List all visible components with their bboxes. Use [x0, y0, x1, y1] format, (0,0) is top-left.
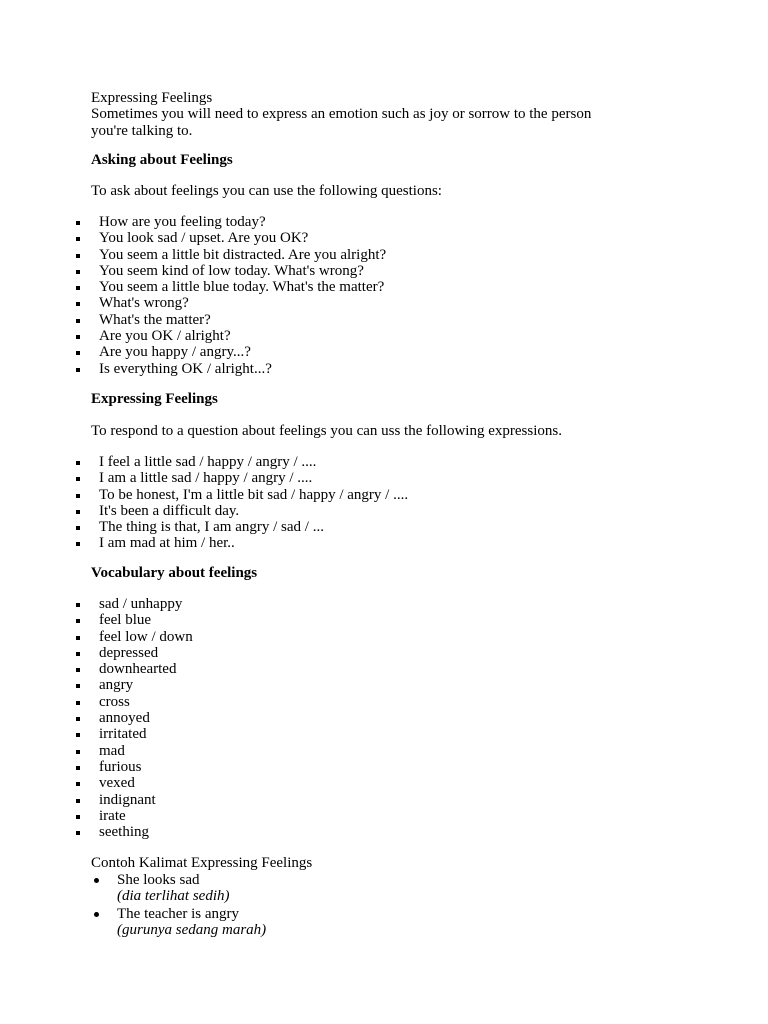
example-item — [0, 906, 266, 939]
list-item: What's wrong? — [0, 295, 386, 311]
list-item: Is everything OK / alright...? — [0, 361, 386, 377]
list-item: What's the matter? — [0, 312, 386, 328]
list-item: You look sad / upset. Are you OK? — [0, 230, 386, 246]
list-item: The thing is that, I am angry / sad / ... — [0, 519, 408, 535]
list-item: indignant — [0, 792, 193, 808]
asking-lead: To ask about feelings you can use the following questions: — [91, 183, 442, 199]
list-item: depressed — [0, 645, 193, 661]
expressing-heading: Expressing Feelings — [91, 391, 218, 407]
expressing-lead: To respond to a question about feelings you can uss the following expressions. — [91, 423, 562, 439]
asking-heading: Asking about Feelings — [91, 152, 233, 168]
contoh-list — [0, 872, 266, 939]
list-item: You seem a little blue today. What's the matter? — [0, 279, 386, 295]
list-item: seething — [0, 824, 193, 840]
example-translation: (dia terlihat sedih) — [117, 888, 230, 905]
list-item: feel blue — [0, 612, 193, 628]
intro-line-2: you're talking to. — [91, 122, 193, 139]
list-item: To be honest, I'm a little bit sad / happy / angry / .... — [0, 487, 408, 503]
vocabulary-list — [0, 596, 193, 840]
list-item: You seem a little bit distracted. Are you alright? — [0, 247, 386, 263]
list-item: I feel a little sad / happy / angry / .... — [0, 454, 408, 470]
list-item: I am mad at him / her.. — [0, 535, 408, 551]
list-item: You seem kind of low today. What's wrong? — [0, 263, 386, 279]
intro — [91, 90, 691, 139]
document-title: Expressing Feelings — [91, 90, 213, 106]
contoh-title: Contoh Kalimat Expressing Feelings — [91, 855, 313, 871]
example-item — [0, 872, 266, 905]
list-item: mad — [0, 743, 193, 759]
expressing-list — [0, 454, 408, 552]
list-item: irate — [0, 808, 193, 824]
list-item: Are you happy / angry...? — [0, 344, 386, 360]
list-item: How are you feeling today? — [0, 214, 386, 230]
list-item: It's been a difficult day. — [0, 503, 408, 519]
example-sentence: She looks sad — [117, 872, 200, 888]
list-item: irritated — [0, 726, 193, 742]
list-item: I am a little sad / happy / angry / .... — [0, 470, 408, 486]
example-sentence: The teacher is angry — [117, 905, 240, 922]
list-item: vexed — [0, 775, 193, 791]
example-translation: (gurunya sedang marah) — [117, 921, 267, 938]
list-item: sad / unhappy — [0, 596, 193, 612]
list-item: annoyed — [0, 710, 193, 726]
list-item: downhearted — [0, 661, 193, 677]
list-item: angry — [0, 677, 193, 693]
intro-line-1: Sometimes you will need to express an emotion such as joy or sorrow to the person — [91, 106, 592, 123]
list-item: Are you OK / alright? — [0, 328, 386, 344]
list-item: cross — [0, 694, 193, 710]
list-item: feel low / down — [0, 629, 193, 645]
list-item: furious — [0, 759, 193, 775]
vocabulary-heading: Vocabulary about feelings — [91, 565, 258, 581]
asking-list — [0, 214, 386, 377]
